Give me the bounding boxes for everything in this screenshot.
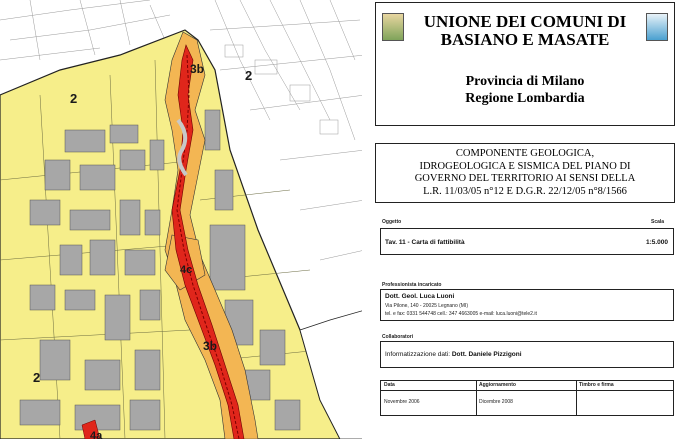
masate-crest-icon [646,13,668,41]
professionista-name: Dott. Geol. Luca Luoni [385,293,455,300]
map-label: 2 [245,68,253,83]
component-line-1: COMPONENTE GEOLOGICA, [455,148,595,159]
oggetto-label: Oggetto [382,219,402,225]
scale-label: Scala [651,219,665,225]
professionista-contacts: tel. e fax: 0331 544748 cell.: 347 4663005 e-mail: luca.luoni@tele2.it [385,311,537,317]
map-label: 4c [180,264,193,276]
title-line-2: BASIANO E MASATE [440,30,610,49]
aggiornamento-label: Aggiornamento [479,382,516,388]
component-box [375,143,675,203]
map-label: 3b [203,339,218,353]
map-label: 3b [190,62,205,76]
dates-col-1 [476,381,477,415]
dates-col-2 [576,381,577,415]
component-line-3: GOVERNO DEL TERRITORIO AI SENSI DELLA [414,173,636,184]
map-label: 2 [33,370,41,385]
professionista-address: Via Pilone, 140 - 20025 Legnano (MI) [385,303,469,309]
province: Provincia di Milano [465,74,585,89]
dates-divider [381,390,673,391]
oggetto-value: Tav. 11 - Carta di fattibilità [385,239,465,246]
data-value: Novembre 2006 [384,399,420,405]
oggetto-box [380,228,674,255]
map-label: 2 [70,91,78,106]
collaboratori-box [380,341,674,368]
region: Regione Lombardia [465,91,585,106]
title-line-1: UNIONE DEI COMUNI DI [423,12,627,31]
professionista-box [380,289,674,321]
collaboratori-label: Collaboratori [382,334,414,340]
union-title [406,13,644,49]
header-box [375,2,675,126]
map-label: 4a [90,430,103,439]
collaboratori-prefix: Informatizzazione dati: [385,351,451,358]
title-block [362,0,677,439]
data-label: Data [384,382,395,388]
dates-table [380,380,674,416]
component-line-4: L.R. 11/03/05 n°12 E D.G.R. 22/12/05 n°8/1566 [423,185,627,197]
stamp-label: Timbro e firma [579,382,614,388]
collaboratori-text [385,351,522,358]
component-text [376,148,674,198]
basiano-crest-icon [382,13,404,41]
collaboratori-name: Dott. Daniele Pizzigoni [451,351,522,358]
professionista-label: Professionista incaricato [382,282,442,288]
location [376,73,674,107]
component-line-2: IDROGEOLOGICA E SISMICA DEL PIANO DI [419,160,631,172]
scale-value: 1:5.000 [645,239,668,246]
aggiornamento-value: Dicembre 2008 [479,399,513,405]
